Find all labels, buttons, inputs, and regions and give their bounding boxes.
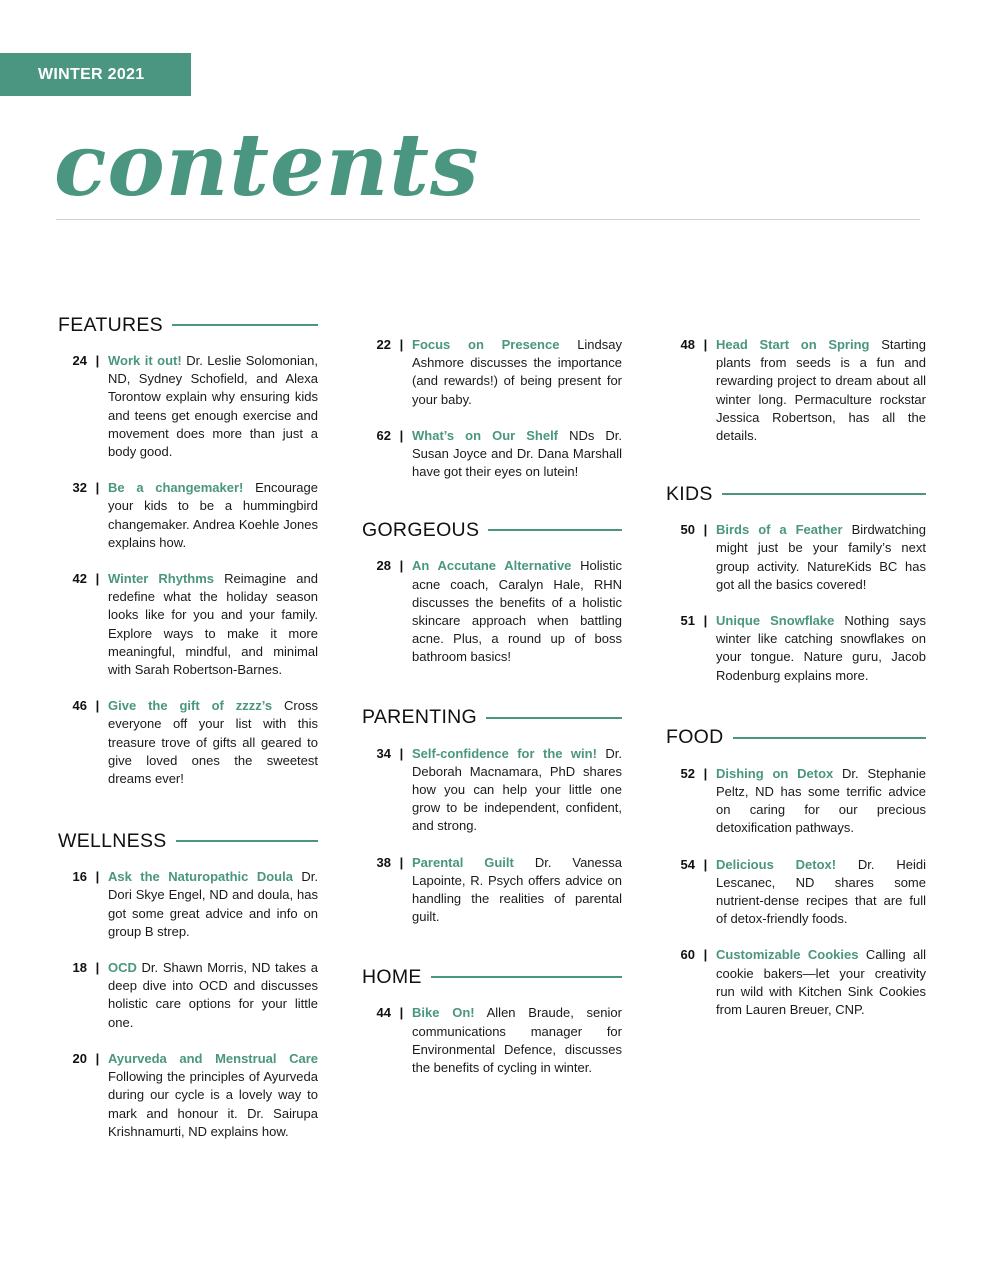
toc-entry[interactable] <box>58 959 318 1032</box>
entry-description: Dr. Shawn Morris, ND takes a deep dive into OCD and discusses holistic care options for your little one. <box>108 960 318 1030</box>
page-number: 62 <box>376 427 391 443</box>
entry-description: Calling all cookie bakers—let your creativity run wild with Kitchen Sink Cookies from Lauren Breuer, CNP. <box>716 947 926 1018</box>
separator: | <box>703 337 708 352</box>
page-number: 60 <box>680 947 695 963</box>
entry-description: Dr. Vanessa Lapointe, R. Psych offers advice on handling the realities of parental guilt. <box>412 854 622 925</box>
separator: | <box>703 856 708 872</box>
toc-entry[interactable] <box>58 1050 318 1141</box>
separator: | <box>399 854 404 870</box>
column-3 <box>666 336 926 1037</box>
entry-title[interactable]: An Accutane Alternative <box>412 558 572 574</box>
toc-entry[interactable] <box>666 521 926 594</box>
entry-description: NDs Dr. Susan Joyce and Dr. Dana Marshall have got their eyes on lutein! <box>412 427 623 480</box>
title-divider <box>56 219 920 220</box>
section-gorgeous <box>362 517 622 666</box>
entry-description: Dr. Leslie Solomonian, ND, Sydney Schofield, and Alexa Torontow explain why ensuring kids and teens get enough exercise and movement does more than just a body good. <box>108 353 318 460</box>
separator: | <box>95 960 100 976</box>
section-title: GORGEOUS <box>362 518 480 541</box>
section-rule <box>486 717 622 719</box>
column-2 <box>362 336 622 1095</box>
separator: | <box>399 1005 404 1021</box>
section-rule <box>488 529 622 531</box>
page-number: 51 <box>680 613 695 629</box>
entry-title[interactable]: Birds of a Feather <box>716 522 843 538</box>
entry-text <box>412 1004 622 1077</box>
toc-entry[interactable] <box>58 697 318 788</box>
section-rule <box>172 324 318 326</box>
entry-title[interactable]: What’s on Our Shelf <box>412 427 559 443</box>
entry-description: Reimagine and redefine what the holiday season looks like for you and your family. Explore ways to make it more meaningful, mindful, and minimal with Sarah Robertson-Barnes. <box>108 571 318 678</box>
entry-text <box>412 745 622 836</box>
entry-text <box>108 570 318 679</box>
page-number: 20 <box>72 1050 87 1066</box>
toc-entry[interactable] <box>362 745 622 836</box>
section-header <box>362 705 622 731</box>
separator: | <box>399 745 404 761</box>
section-rule <box>733 737 926 739</box>
issue-label: WINTER 2021 <box>38 65 145 83</box>
section-title: FOOD <box>666 726 724 749</box>
section-rule <box>722 493 926 495</box>
entry-text <box>108 697 318 788</box>
page-number: 22 <box>376 337 391 352</box>
entry-description: Birdwatching might just be your family’s next group activity. NatureKids BC has got all the basics covered! <box>716 522 926 592</box>
entry-description: Encourage your kids to be a hummingbird changemaker. Andrea Koehle Jones explains how. <box>108 480 318 550</box>
toc-entry[interactable] <box>362 427 622 482</box>
section-food <box>666 725 926 1019</box>
separator: | <box>399 427 404 443</box>
entry-title[interactable]: Ask the Naturopathic Doula <box>108 869 293 885</box>
toc-entry[interactable] <box>58 352 318 461</box>
section-title: WELLNESS <box>58 829 167 852</box>
toc-entry[interactable] <box>362 557 622 666</box>
entry-description: Dr. Deborah Macnamara, PhD shares how you can help your little one grow to be independent, confident, and strong. <box>412 745 622 834</box>
entry-text <box>108 959 318 1032</box>
entry-title[interactable]: Be a changemaker! <box>108 480 244 496</box>
toc-entry[interactable] <box>362 854 622 927</box>
page-number: 46 <box>72 698 87 714</box>
entry-title[interactable]: Winter Rhythms <box>108 571 215 587</box>
toc-entry[interactable] <box>666 765 926 838</box>
section-features <box>58 312 318 788</box>
page-number: 54 <box>680 856 695 872</box>
section-title: PARENTING <box>362 706 478 729</box>
entry-text <box>108 1050 318 1141</box>
toc-entry[interactable] <box>666 946 926 1019</box>
separator: | <box>95 698 100 714</box>
toc-entry[interactable] <box>58 868 318 941</box>
entry-title[interactable]: Dishing on Detox <box>716 765 834 781</box>
page-number: 38 <box>376 854 391 870</box>
page-number: 32 <box>72 480 87 496</box>
toc-entry[interactable] <box>666 856 926 929</box>
separator: | <box>95 571 100 587</box>
entry-title[interactable]: Unique Snowflake <box>716 613 835 629</box>
issue-banner <box>0 53 191 96</box>
entry-description: Lindsay Ashmore discusses the importance (and rewards!) of being present for your baby. <box>412 337 622 407</box>
entry-title[interactable]: Give the gift of zzzz’s <box>108 698 273 714</box>
entry-text <box>412 557 622 666</box>
entry-text <box>412 336 622 409</box>
entry-text <box>108 479 318 552</box>
section-wellness <box>58 828 318 1141</box>
separator: | <box>703 765 708 781</box>
entry-text <box>108 352 318 461</box>
separator: | <box>703 947 708 963</box>
entry-title[interactable]: Ayurveda and Menstrual Care <box>108 1050 318 1066</box>
entry-description: Dr. Heidi Lescanec, ND shares some nutrient-dense recipes that are full of detox-friendly foods. <box>716 856 926 927</box>
separator: | <box>399 558 404 574</box>
entry-title[interactable]: OCD <box>108 960 137 976</box>
entry-description: Holistic acne coach, Caralyn Hale, RHN discusses the benefits of a holistic skincare approach when battling acne. Plus, a round up of boss bathroom basics! <box>412 558 622 665</box>
section-header <box>666 725 926 751</box>
entry-title[interactable]: Customizable Cookies <box>716 947 859 963</box>
section-intro <box>666 336 926 445</box>
separator: | <box>703 613 708 629</box>
section-rule <box>431 976 622 978</box>
section-header <box>362 517 622 543</box>
toc-entry[interactable] <box>666 336 926 445</box>
page-title: contents <box>54 115 480 216</box>
separator: | <box>95 1050 100 1066</box>
section-title: HOME <box>362 965 422 988</box>
section-intro <box>362 336 622 481</box>
section-header <box>58 312 318 338</box>
entry-text <box>716 521 926 594</box>
separator: | <box>95 869 100 885</box>
separator: | <box>95 353 100 368</box>
entry-text <box>716 612 926 685</box>
separator: | <box>703 522 708 538</box>
entry-text <box>716 336 926 445</box>
entry-title[interactable]: Parental Guilt <box>412 854 514 870</box>
toc-entry[interactable] <box>362 336 622 409</box>
section-header <box>58 828 318 854</box>
toc-entry[interactable] <box>58 479 318 552</box>
page-number: 28 <box>376 558 391 574</box>
toc-entry[interactable] <box>58 570 318 679</box>
entry-text <box>108 868 318 941</box>
toc-entry[interactable] <box>666 612 926 685</box>
section-home <box>362 964 622 1077</box>
page-number: 44 <box>376 1005 391 1021</box>
column-1 <box>58 312 318 1159</box>
section-header <box>362 964 622 990</box>
entry-title[interactable]: Focus on Presence <box>412 337 560 352</box>
page-number: 50 <box>680 522 695 538</box>
section-title: KIDS <box>666 482 713 505</box>
entry-title[interactable]: Bike On! <box>412 1005 475 1021</box>
entry-description: Dr. Dori Skye Engel, ND and doula, has got some great advice and info on group B strep. <box>108 869 318 939</box>
entry-title[interactable]: Self-confidence for the win! <box>412 745 597 761</box>
separator: | <box>95 480 100 496</box>
section-parenting <box>362 705 622 927</box>
entry-text <box>412 427 622 482</box>
page-number: 24 <box>72 353 87 368</box>
page-number: 16 <box>72 869 87 885</box>
entry-description: Nothing says winter like catching snowflakes on your tongue. Nature guru, Jacob Rodenburg explains more. <box>716 613 926 683</box>
toc-entry[interactable] <box>362 1004 622 1077</box>
page-number: 48 <box>680 337 695 352</box>
entry-description: Dr. Stephanie Peltz, ND has some terrific advice on caring for our precious detoxification pathways. <box>716 765 926 836</box>
section-rule <box>176 840 318 842</box>
section-title: FEATURES <box>58 313 163 336</box>
entry-description: Following the principles of Ayurveda during our cycle is a lovely way to mark and honour it. Dr. Sairupa Krishnamurti, ND explains how. <box>108 1069 318 1139</box>
entry-description: Cross everyone off your list with this treasure trove of gifts all geared to give loved ones the sweetest dreams ever! <box>108 698 318 787</box>
entry-text <box>716 765 926 838</box>
entry-title[interactable]: Head Start on Spring <box>716 337 870 352</box>
separator: | <box>399 337 404 352</box>
entry-title[interactable]: Work it out! <box>108 353 182 368</box>
entry-text <box>412 854 622 927</box>
page-number: 18 <box>72 960 87 976</box>
entry-text <box>716 856 926 929</box>
entry-text <box>716 946 926 1019</box>
section-header <box>666 481 926 507</box>
page-number: 42 <box>72 571 87 587</box>
entry-title[interactable]: Delicious Detox! <box>716 856 837 872</box>
section-kids <box>666 481 926 685</box>
entry-description: Starting plants from seeds is a fun and rewarding project to dream about all winter long. Permaculture rockstar Jessica Robertson, has all the details. <box>716 337 926 444</box>
page-number: 52 <box>680 765 695 781</box>
page-number: 34 <box>376 745 391 761</box>
entry-description: Allen Braude, senior communications manager for Environmental Defence, discusses the benefits of cycling in winter. <box>412 1005 622 1076</box>
